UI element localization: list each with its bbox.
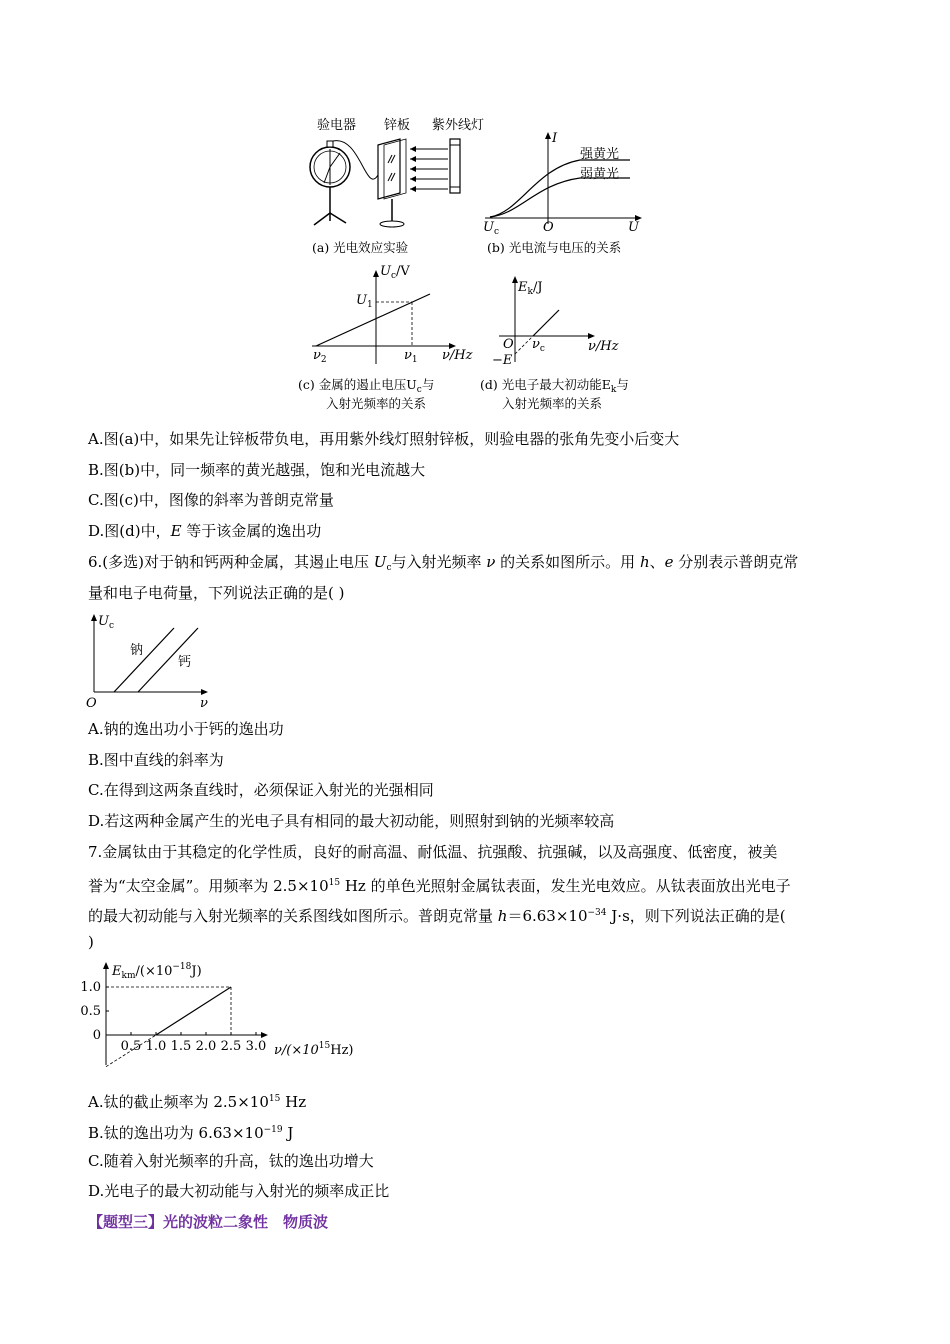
q7-option-b: B.钛的逸出功为 $6.63\times 10^{-19}$ J (88, 1124, 294, 1142)
U1-label: $U_1$ (356, 293, 373, 310)
caption-b: (b) 光电流与电压的关系 (487, 240, 622, 255)
q7-stem-line1: 7.金属钛由于其稳定的化学性质，良好的耐高温、耐低温、抗强酸、抗强碱，以及高强度、低密度，被美 (88, 843, 778, 861)
y-tick-label: 0 (92, 1028, 101, 1043)
uv-lamp-label: 紫外线灯 (432, 118, 485, 133)
negative-E-label: −E (492, 353, 513, 368)
weak-yellow-label: 弱黄光 (580, 167, 620, 182)
electroscope-label: 验电器 (317, 118, 357, 133)
axis-Uc-label: $U_c$ (483, 220, 500, 237)
axis-I-label: I (552, 131, 558, 146)
q6-stem-line2: 量和电子电荷量，下列说法正确的是( ) (88, 584, 345, 602)
q7-stem-line2: 誉为“太空金属”。用频率为 $2.5\times 10^{15}$ Hz 的单色光照射金属钛表面，发生光电效应。从钛表面放出光电子 (88, 877, 791, 895)
section-heading: 【题型三】光的波粒二象性 物质波 (88, 1213, 329, 1231)
q6-axis-v-label: ν (200, 696, 208, 711)
q5-option-c: C.图(c)中，图像的斜率为普朗克常量 (88, 491, 334, 509)
q6-option-b: B.图中直线的斜率为 (88, 751, 224, 769)
sodium-label: 钠 (130, 643, 144, 658)
x-tick-label: 1.0 (145, 1039, 167, 1054)
strong-yellow-label: 强黄光 (580, 147, 620, 162)
axis-U-label: U (628, 220, 639, 235)
q7-option-c: C.随着入射光频率的升高，钛的逸出功增大 (88, 1152, 374, 1170)
axis-Uc-V-label: $U_c/V$ (380, 264, 410, 281)
q7-stem-line3: 的最大初动能与入射光频率的关系图线如图所示。普朗克常量 $h=6.63\times 10^{-34}$ J·s，则下列说法正确的是( (88, 907, 786, 925)
origin-label: O (543, 220, 554, 235)
x-tick-label: 2.0 (195, 1039, 217, 1054)
x-tick-label: 3.0 (245, 1039, 267, 1054)
q5-option-d: D.图(d)中，E 等于该金属的逸出功 (88, 522, 322, 540)
origin-d-label: O (503, 337, 514, 352)
x-tick-label: 0.5 (120, 1039, 142, 1054)
q7-option-d: D.光电子的最大初动能与入射光的频率成正比 (88, 1182, 390, 1200)
q5-option-a: A.图(a)中，如果先让锌板带负电，再用紫外线灯照射锌板，则验电器的张角先变小后变大 (88, 430, 680, 448)
q5-option-b: B.图(b)中，同一频率的黄光越强，饱和光电流越大 (88, 461, 426, 479)
v2-label: $\nu_2$ (313, 348, 327, 365)
x-tick-label: 1.5 (170, 1039, 192, 1054)
q6-axis-Uc-label: $U_c$ (98, 614, 115, 631)
axis-v-Hz-label: ν/Hz (442, 348, 473, 363)
q7-option-a: A.钛的截止频率为 $2.5\times 10^{15}$ Hz (88, 1093, 307, 1111)
series-line (156, 987, 231, 1035)
calcium-label: 钙 (178, 655, 192, 670)
caption-a: (a) 光电效应实验 (312, 240, 409, 255)
caption-c-line2: 入射光频率的关系 (326, 396, 427, 411)
x-axis-arrow (261, 1032, 268, 1038)
q7-axis-x-label: $\nu/(\times 10^{15}Hz)$ (274, 1041, 354, 1058)
axis-v-Hz-d-label: ν/Hz (588, 339, 619, 354)
q7-stem-line4: ) (88, 933, 94, 951)
zinc-plate-label: 锌板 (384, 118, 411, 133)
photoelectric-apparatus-drawing (300, 135, 490, 235)
y-tick-label: 0.5 (80, 1004, 101, 1019)
vc-label: $\nu_c$ (532, 337, 545, 354)
q6-origin-label: O (86, 696, 97, 711)
caption-c-line1: (c) 金属的遏止电压$U_c$与 (298, 377, 435, 395)
caption-d-line2: 入射光频率的关系 (502, 396, 603, 411)
q6-option-c: C.在得到这两条直线时，必须保证入射光的光强相同 (88, 781, 434, 799)
q7-axis-y-label: $E_{km}/(\times 10^{-18}J)$ (112, 962, 202, 981)
q6-stem-line1: 6.(多选)对于钠和钙两种金属，其遏止电压 $U_c$与入射光频率 ν 的关系如图所示。用 h、e 分别表示普朗克常 (88, 553, 799, 573)
current-voltage-graph (480, 128, 650, 228)
v1-label: $\nu_1$ (404, 348, 418, 365)
x-tick-label: 2.5 (220, 1039, 242, 1054)
y-tick-label: 1.0 (80, 980, 101, 995)
axis-Ek-J-label: $E_k/J$ (518, 280, 543, 297)
y-axis-arrow (103, 962, 109, 969)
q6-option-d: D.若这两种金属产生的光电子具有相同的最大初动能，则照射到钠的光频率较高 (88, 812, 615, 830)
caption-d-line1: (d) 光电子最大初动能$E_k$与 (480, 377, 629, 395)
q6-option-a: A.钠的逸出功小于钙的逸出功 (88, 720, 284, 738)
